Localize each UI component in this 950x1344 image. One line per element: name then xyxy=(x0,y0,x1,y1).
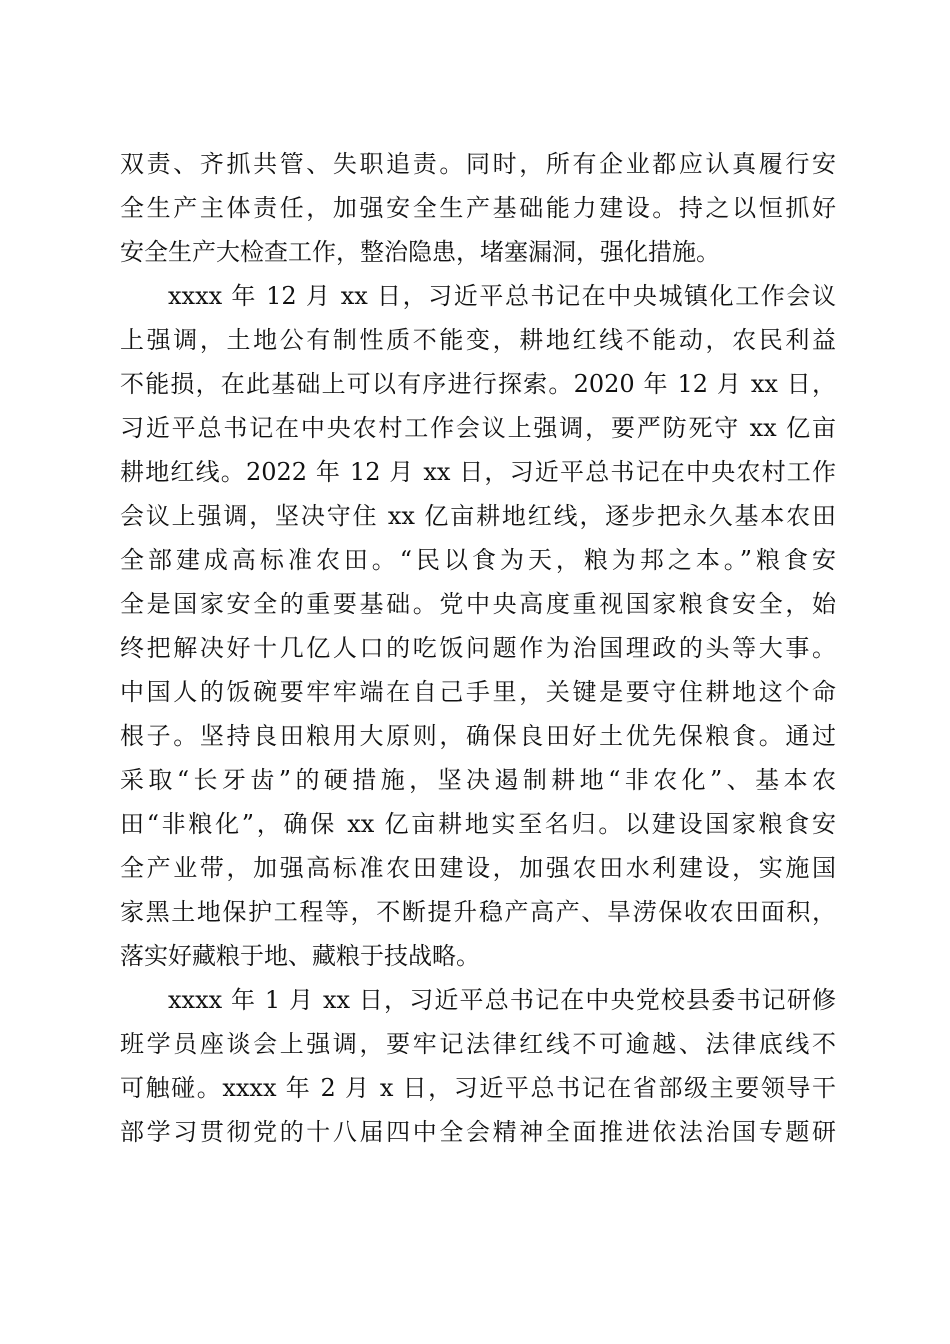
document-body xyxy=(120,142,836,1154)
p2-line-7: 全部建成高标准农田。“民以食为天，粮为邦之本。”粮食安 xyxy=(120,546,836,574)
p2-line-14: 全产业带，加强高标准农田建设，加强农田水利建设，实施国 xyxy=(120,854,836,882)
p2-line-8: 全是国家安全的重要基础。党中央高度重视国家粮食安全，始 xyxy=(120,590,836,618)
p2-line-10: 中国人的饭碗要牢牢端在自己手里，关键是要守住耕地这个命 xyxy=(120,678,836,706)
p3-line-1: xxxx 年 1 月 xx 日，习近平总书记在中央党校县委书记研修 xyxy=(168,986,836,1014)
p1-line-3: 安全生产大检查工作，整治隐患，堵塞漏洞，强化措施。 xyxy=(120,238,720,266)
p1-line-2: 全生产主体责任，加强安全生产基础能力建设。持之以恒抓好 xyxy=(120,194,836,222)
p2-line-5: 耕地红线。2022 年 12 月 xx 日，习近平总书记在中央农村工作 xyxy=(120,458,836,486)
p3-line-2: 班学员座谈会上强调，要牢记法律红线不可逾越、法律底线不 xyxy=(120,1030,836,1058)
p3-line-3: 可触碰。xxxx 年 2 月 x 日，习近平总书记在省部级主要领导干 xyxy=(120,1074,836,1102)
p2-line-15: 家黑土地保护工程等，不断提升稳产高产、旱涝保收农田面积， xyxy=(120,898,836,926)
p2-line-12: 采取“长牙齿”的硬措施，坚决遏制耕地“非农化”、基本农 xyxy=(120,766,836,794)
p2-line-4: 习近平总书记在中央农村工作会议上强调，要严防死守 xx 亿亩 xyxy=(120,414,836,442)
p1-line-1: 双责、齐抓共管、失职追责。同时，所有企业都应认真履行安 xyxy=(120,150,836,178)
p2-line-11: 根子。坚持良田粮用大原则，确保良田好土优先保粮食。通过 xyxy=(120,722,836,750)
p2-line-6: 会议上强调，坚决守住 xx 亿亩耕地红线，逐步把永久基本农田 xyxy=(120,502,836,530)
p2-line-3: 不能损，在此基础上可以有序进行探索。2020 年 12 月 xx 日， xyxy=(120,370,836,398)
p3-line-4: 部学习贯彻党的十八届四中全会精神全面推进依法治国专题研 xyxy=(120,1118,836,1146)
p2-line-9: 终把解决好十几亿人口的吃饭问题作为治国理政的头等大事。 xyxy=(120,634,836,662)
p2-line-1: xxxx 年 12 月 xx 日，习近平总书记在中央城镇化工作会议 xyxy=(168,282,836,310)
p2-line-16: 落实好藏粮于地、藏粮于技战略。 xyxy=(120,942,480,970)
p2-line-2: 上强调，土地公有制性质不能变，耕地红线不能动，农民利益 xyxy=(120,326,836,354)
p2-line-13: 田“非粮化”，确保 xx 亿亩耕地实至名归。以建设国家粮食安 xyxy=(120,810,836,838)
